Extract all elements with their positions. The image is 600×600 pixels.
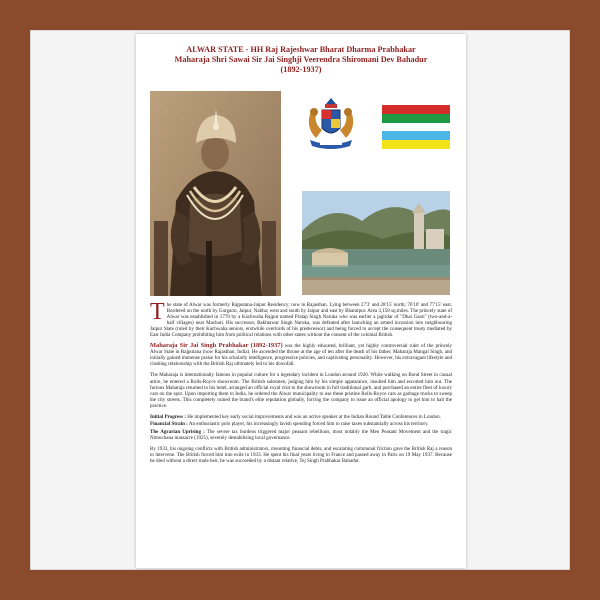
document-page [136,34,466,568]
agrarian-uprising-label: The Agrarian Uprising : [150,428,205,435]
drop-cap: T [150,299,165,325]
biography-text: was the highly educated, brilliant, yet highly controversial ruler of the princely Alwar State in Rajputana (now Rajasthan, India). He ascended the throne at the age of ten after the death of his father, Maharaja Mangal Singh, and initially gained immense praise for his scholarly intelligence, progressive policies, and captivating personality. However, his extravagant lifestyle and clashing relationship with the British Raj ultimately led to his downfall. [150,343,452,368]
intro-paragraph [150,299,452,339]
rolls-royce-paragraph: The Maharaja is internationally famous in popular culture for a legendary incident in London around 1920. While walking on Bond Street in casual attire, he entered a Rolls-Royce showroom. The British salesmen, judging him by his simple appearance, insulted him and escorted him out. The furious Maharaja returned to his hotel, arranged an official royal visit to the showroom in full traditional garb, and purchased an entire fleet of luxury cars on the spot. Upon importing them to India, he ordered the Alwar municipality to use these pristine Rolls-Royce cars as garbage trucks to sweep the city streets. This completely ruined the brand's elite reputation globally, forcing the company to issue an official apology to get him to halt the practice. [150,372,452,409]
intro-text: he state of Alwar was formerly Rajputana-Jaipur Residency; now in Rajasthan. Lying between 27'3' and 28'15' north; 76'10' and 77'15' east. Bordered on the north by Gurgaon, Jaipur, Nabha; west and south by Jaipur and east by Bharatpur. Area 3,158 sq.miles. The princely state of Alwar was established in 1770 by a Kachwaha Rajput named Pratap Singh Naruka who was earlier a jagirdar of "Dhai Gaon" (two-and-a-half villages) near Machari. His successor, Bakhtawar Singh Naruka, was defeated after launching an armed incursion into neighbouring Jaipur State (ruled by their Kachwaha seniors, erstwhile overlords of his predecessor) and being forced to accept the consequent treaty mediated by East India Company prohibiting him from political relations with other states without the consent of the colonial British. [150,302,452,339]
financial-strain-text: An enthusiastic polo player, his increasingly lavish spending forced him to raise taxes substantially across his territory. [187,421,429,428]
initial-progress-item [150,414,452,420]
initial-progress-text: He implemented key early social improvements and was an active speaker at the Indian Round Table Conferences in London. [185,413,441,420]
alwar-state-flag [382,105,450,149]
alwar-coat-of-arms [302,94,360,154]
title-line-1: ALWAR STATE - HH Raj Rajeshwar Bharat Dharma Prabhakar [186,45,416,54]
maharaja-portrait-photo [150,91,281,296]
exile-paragraph: By 1933, his ongoing conflicts with British administrators, mounting financial debts, and escalating communal friction gave the British Raj a reason to intervene. The British forced him into exile in 1933. He spent his final years living in France and passed away in Paris on 19 May 1937. Because he died without a direct male heir, he was succeeded by a distant relative, Tej Singh Prabhakar Bahadur. [150,445,452,465]
alwar-lake-palace-photo [302,191,450,295]
document-body [150,299,453,469]
ruler-name-heading: Maharaja Sir Jai Singh Prabhakar (1892-1937) [150,342,283,350]
title-line-3: (1892-1937) [280,65,322,74]
financial-strain-label: Financial Strain : [150,421,188,428]
agrarian-uprising-item [150,429,452,441]
page-title [146,45,456,75]
initial-progress-label: Initial Progress : [150,413,186,420]
title-line-2: Maharaja Shri Sawai Sir Jai Singhji Veerendra Shiromani Dev Bahadur [174,55,428,64]
agrarian-uprising-text: The severe tax burdens triggered major peasant rebellions, most notably the Meo Peasant Movement and the tragic Nimuchana massacre (1925), severely destabilising local governance. [150,428,453,441]
financial-strain-item [150,421,452,427]
biography-paragraph [150,343,452,367]
